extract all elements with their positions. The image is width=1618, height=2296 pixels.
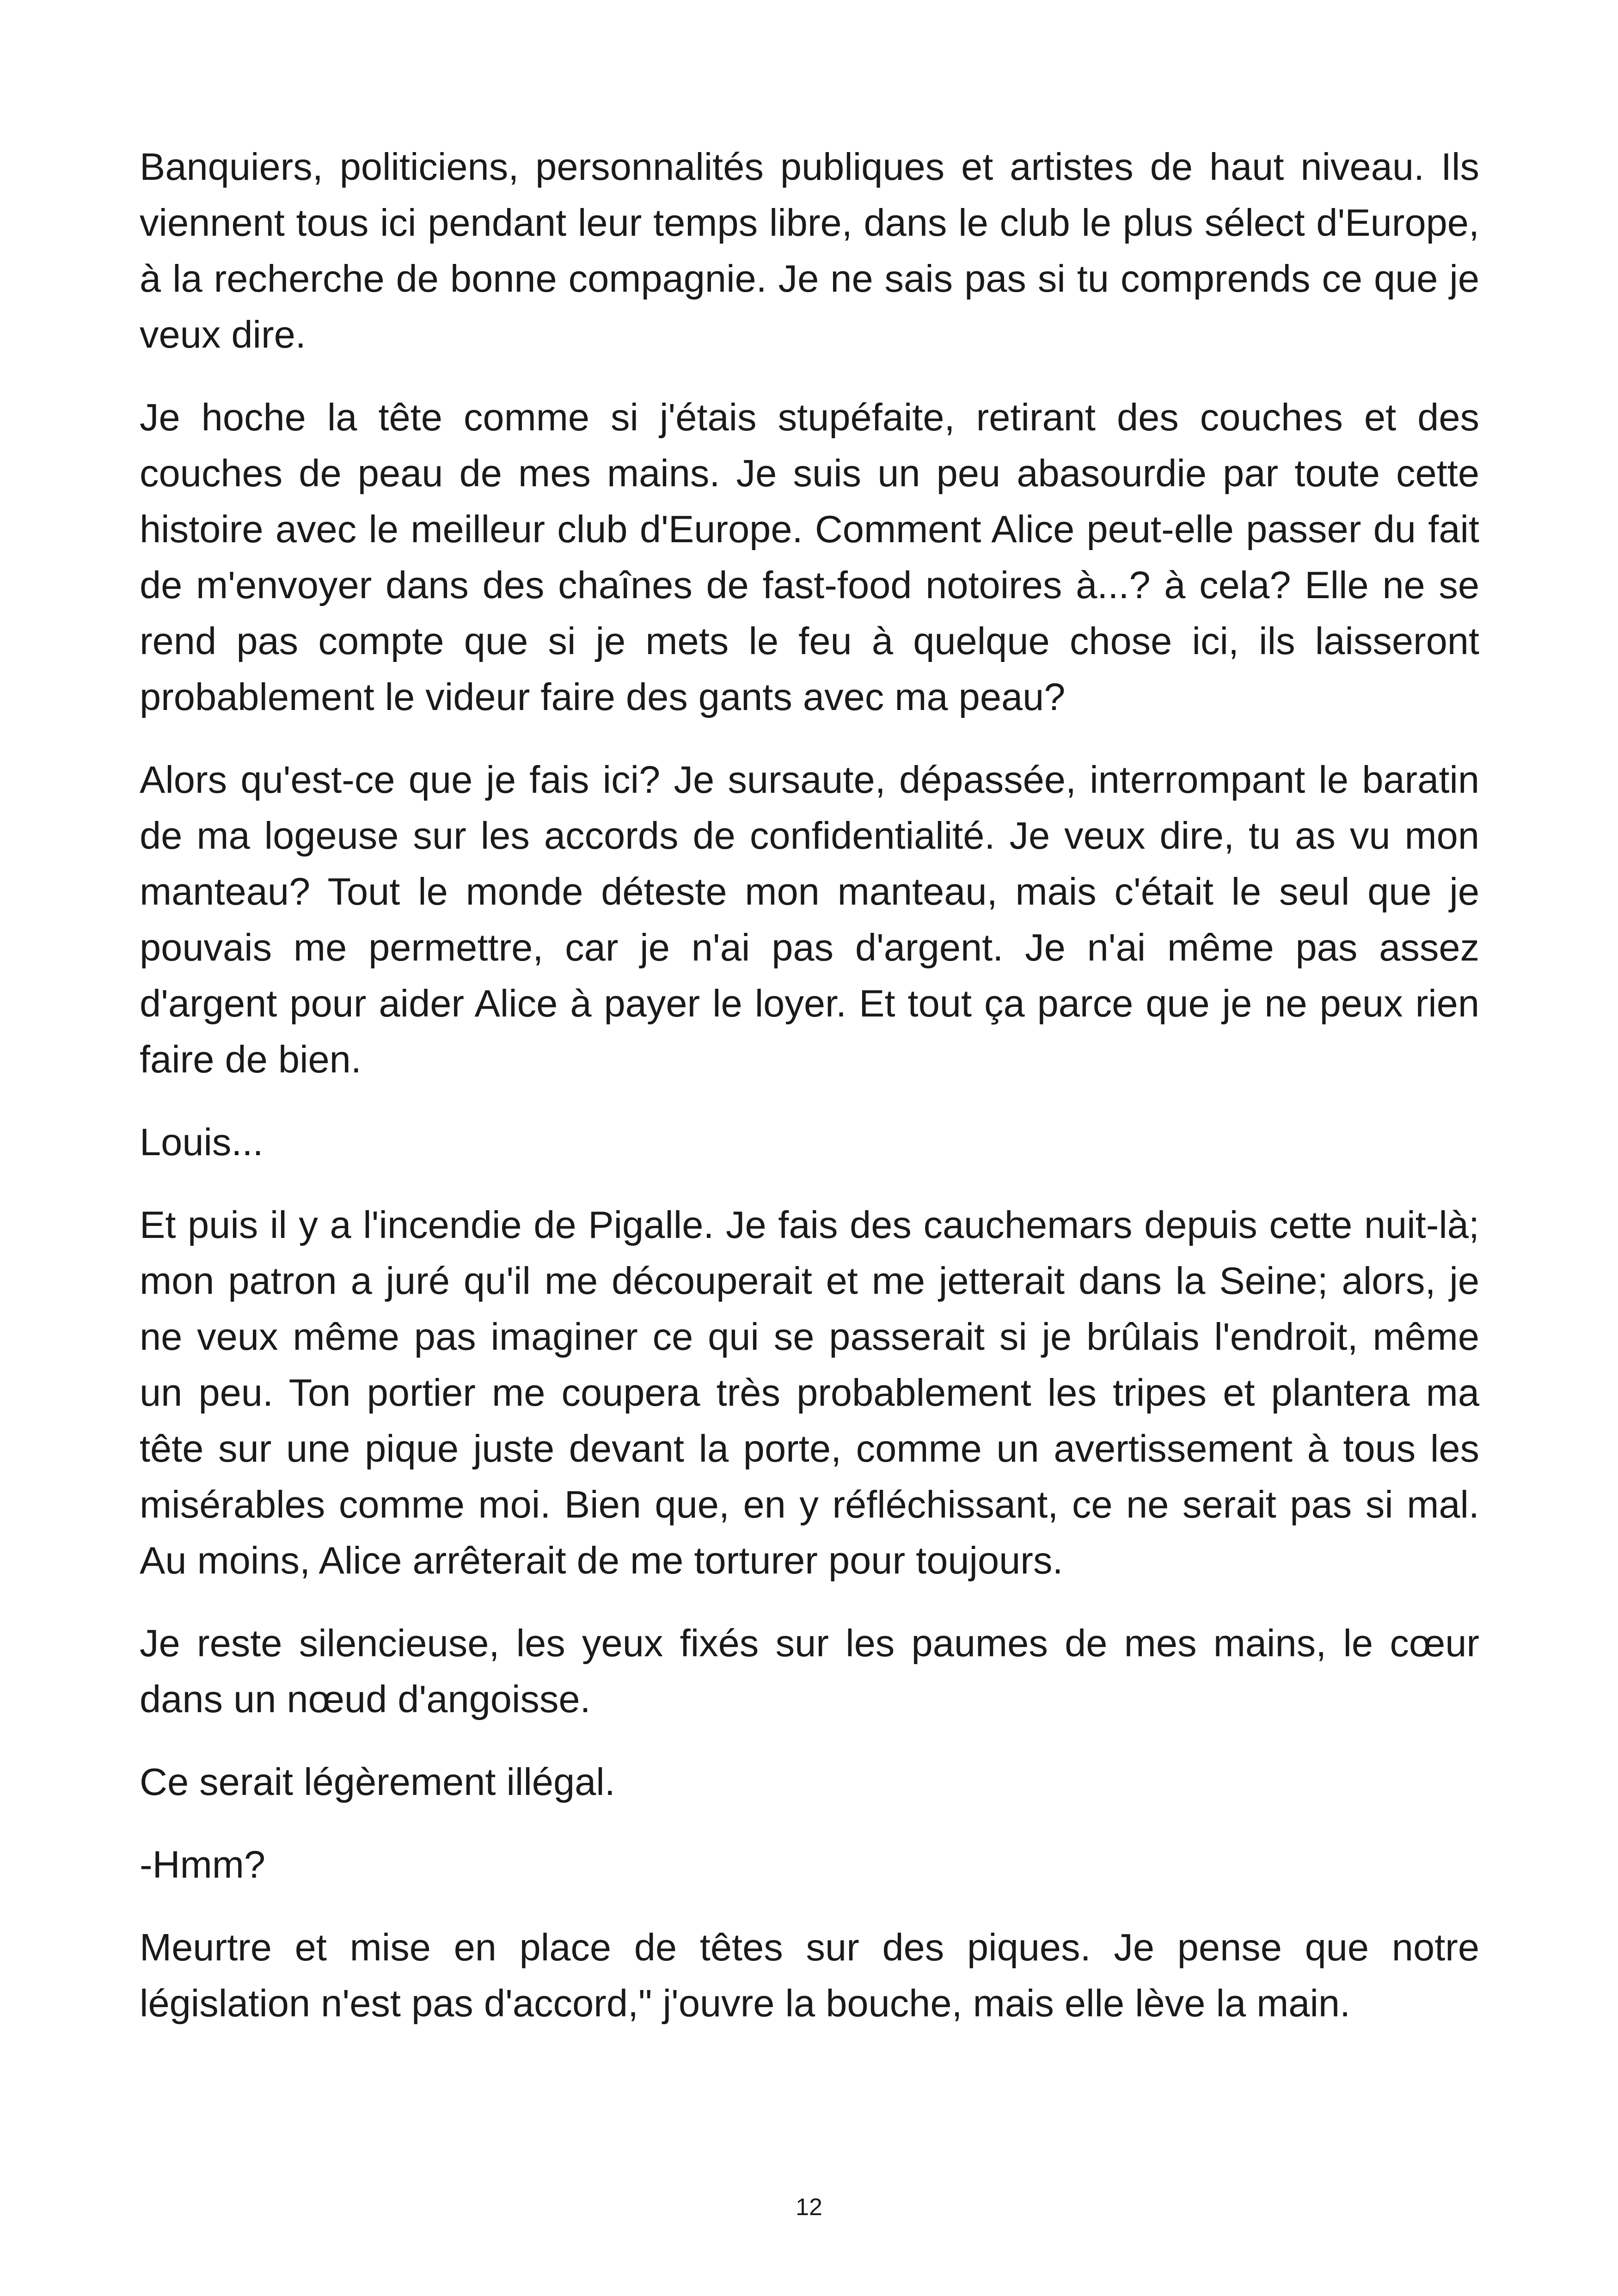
- paragraph-9: Meurtre et mise en place de têtes sur des piques. Je pense que notre législation n'est pas d'accord," j'ouvre la bouche, mais elle lève la main.: [140, 1926, 1479, 2025]
- paragraph-1: Banquiers, politiciens, personnalités publiques et artistes de haut niveau. Ils viennent tous ici pendant leur temps libre, dans le club le plus sélect d'Europe, à la recherche de bonne compagnie. Je ne sais pas si tu comprends ce que je veux dire.: [140, 145, 1479, 356]
- paragraph-8: -Hmm?: [140, 1843, 266, 1886]
- paragraph-4: Louis...: [140, 1120, 264, 1163]
- paragraph-6: Je reste silencieuse, les yeux fixés sur les paumes de mes mains, le cœur dans un nœud d'angoisse.: [140, 1622, 1479, 1720]
- page-number: 12: [796, 2194, 822, 2221]
- paragraph-5: Et puis il y a l'incendie de Pigalle. Je fais des cauchemars depuis cette nuit-là; mon patron a juré qu'il me découperait et me jetterait dans la Seine; alors, je ne veux même pas imaginer ce qui se passerait si je brûlais l'endroit, même un peu. Ton portier me coupera très probablement les tripes et plantera ma tête sur une pique juste devant la porte, comme un avertissement à tous les misérables comme moi. Bien que, en y réfléchissant, ce ne serait pas si mal. Au moins, Alice arrêterait de me torturer pour toujours.: [140, 1203, 1479, 1582]
- paragraph-7: Ce serait légèrement illégal.: [140, 1760, 615, 1803]
- body-text: [140, 139, 1479, 2058]
- paragraph-2: Je hoche la tête comme si j'étais stupéfaite, retirant des couches et des couches de peau de mes mains. Je suis un peu abasourdie par toute cette histoire avec le meilleur club d'Europe. Comment Alice peut-elle passer du fait de m'envoyer dans des chaînes de fast-food notoires à...? à cela? Elle ne se rend pas compte que si je mets le feu à quelque chose ici, ils laisseront probablement le videur faire des gants avec ma peau?: [140, 396, 1479, 718]
- paragraph-3: Alors qu'est-ce que je fais ici? Je sursaute, dépassée, interrompant le baratin de ma logeuse sur les accords de confidentialité. Je veux dire, tu as vu mon manteau? Tout le monde déteste mon manteau, mais c'était le seul que je pouvais me permettre, car je n'ai pas d'argent. Je n'ai même pas assez d'argent pour aider Alice à payer le loyer. Et tout ça parce que je ne peux rien faire de bien.: [140, 758, 1479, 1081]
